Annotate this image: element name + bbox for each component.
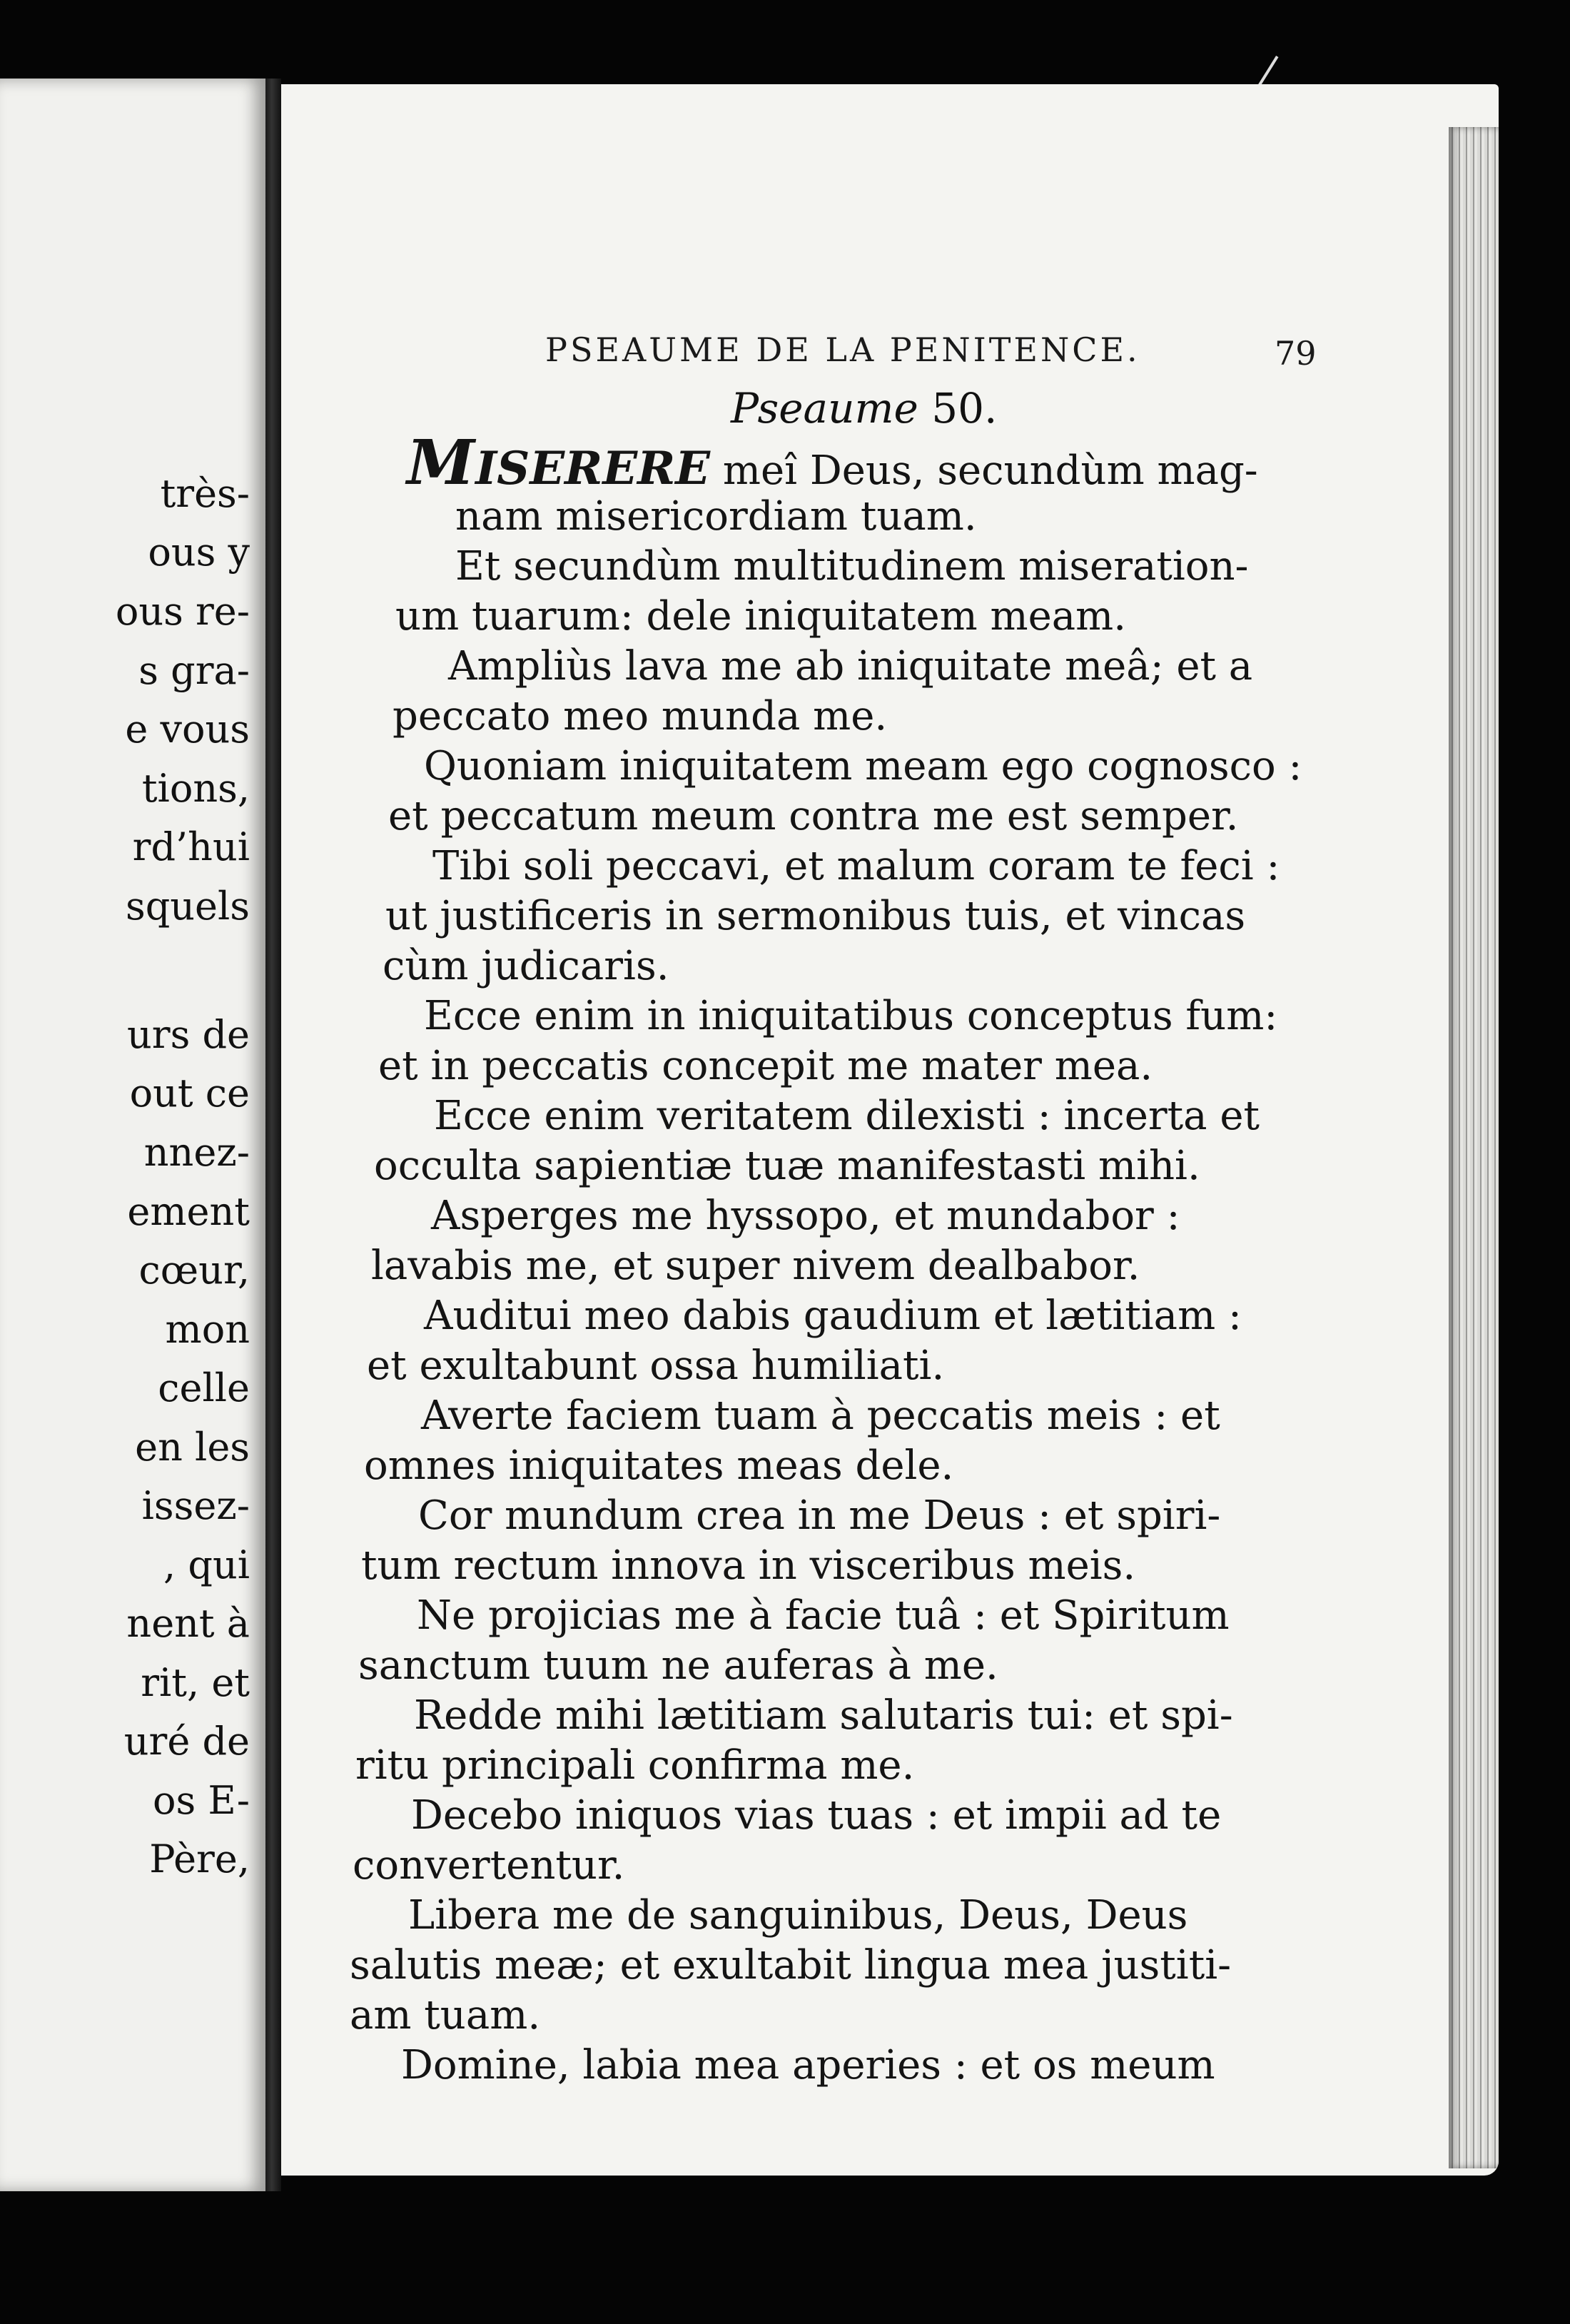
- left-page-line: mon: [165, 1307, 250, 1352]
- page-edge: [1449, 127, 1499, 2168]
- text-line: Quoniam iniquitatem meam ego cognosco :: [424, 743, 1302, 789]
- text-line: ut justificeris in sermonibus tuis, et vincas: [385, 893, 1246, 939]
- drop-cap: M: [407, 427, 476, 499]
- text-line: Asperges me hyssopo, et mundabor :: [431, 1193, 1180, 1239]
- left-page-line: ous re-: [115, 589, 250, 634]
- text-line: Ne projicias me à facie tuâ : et Spiritum: [417, 1592, 1230, 1639]
- text-line: Auditui meo dabis gaudium et lætitiam :: [424, 1293, 1242, 1339]
- incipit: ISERERE: [475, 442, 711, 495]
- text-line: Cor mundum crea in me Deus : et spiri-: [418, 1492, 1221, 1539]
- left-page-line: , qui: [163, 1542, 250, 1587]
- text-line: lavabis me, et super nivem dealbabor.: [371, 1243, 1140, 1289]
- left-page-line: celle: [158, 1365, 250, 1410]
- text-line: Libera me de sanguinibus, Deus, Deus: [408, 1892, 1188, 1939]
- left-page-line: s gra-: [138, 648, 250, 693]
- left-page-line: rd’hui: [132, 824, 250, 869]
- text-line: nam misericordiam tuam.: [455, 493, 977, 540]
- text-line: Tibi soli peccavi, et malum coram te feci :: [432, 843, 1280, 889]
- left-page-line: Père,: [149, 1837, 250, 1881]
- right-page: [281, 84, 1499, 2176]
- text-line: Et secundùm multitudinem miseration-: [455, 543, 1249, 590]
- text-line: et exultabunt ossa humiliati.: [367, 1343, 945, 1389]
- left-page: [0, 79, 265, 2191]
- text-line: peccato meo munda me.: [392, 693, 888, 739]
- book-gutter: [265, 79, 281, 2191]
- text-line: ritu principali confirma me.: [355, 1742, 915, 1789]
- text-line: Averte faciem tuam à peccatis meis : et: [421, 1393, 1220, 1439]
- psalm-title-word: Pseaume: [731, 384, 918, 433]
- text-line: meî Deus, secundùm mag-: [710, 448, 1258, 494]
- running-head: PSEAUME DE LA PENITENCE.: [545, 330, 1140, 369]
- left-page-line: nent à: [126, 1601, 250, 1646]
- left-page-line: tions,: [141, 766, 250, 811]
- psalm-title: [731, 384, 998, 433]
- text-line: Ecce enim in iniquitatibus conceptus fum:: [424, 993, 1278, 1039]
- left-page-line: très-: [160, 471, 250, 516]
- text-line: Decebo iniquos vias tuas : et impii ad te: [411, 1792, 1222, 1839]
- left-page-line: en les: [135, 1425, 250, 1470]
- text-line: et in peccatis concepit me mater mea.: [378, 1043, 1153, 1089]
- left-page-line: e vous: [125, 707, 250, 752]
- text-line: am tuam.: [350, 1992, 541, 2038]
- page-number: 79: [1275, 334, 1317, 373]
- left-page-line: ement: [127, 1189, 250, 1234]
- text-line: convertentur.: [353, 1842, 625, 1889]
- text-line: et peccatum meum contra me est semper.: [388, 793, 1239, 839]
- left-page-line: out ce: [129, 1071, 250, 1116]
- left-page-line: squels: [126, 884, 250, 929]
- text-line: salutis meæ; et exultabit lingua mea justiti-: [350, 1942, 1232, 1989]
- left-page-line: ous y: [148, 530, 250, 575]
- text-line: cùm judicaris.: [383, 943, 669, 989]
- left-page-line: nnez-: [143, 1130, 250, 1175]
- text-line: um tuarum: dele iniquitatem meam.: [395, 593, 1127, 640]
- text-line: Ecce enim veritatem dilexisti : incerta et: [434, 1093, 1260, 1139]
- left-page-line: uré de: [123, 1719, 250, 1764]
- text-line: Redde mihi lætitiam salutaris tui: et spi-: [414, 1692, 1233, 1739]
- left-page-line: urs de: [127, 1012, 250, 1057]
- text-line: Domine, labia mea aperies : et os meum: [401, 2042, 1215, 2088]
- text-line: Ampliùs lava me ab iniquitate meâ; et a: [448, 643, 1253, 689]
- left-page-line: os E-: [152, 1778, 250, 1823]
- text-line: occulta sapientiæ tuæ manifestasti mihi.: [374, 1143, 1200, 1189]
- text-line-first: [407, 427, 1258, 499]
- left-page-line: cœur,: [138, 1248, 250, 1293]
- left-page-line: rit, et: [141, 1660, 250, 1705]
- psalm-title-number: 50.: [931, 384, 998, 433]
- left-page-line: issez-: [141, 1483, 250, 1528]
- text-line: tum rectum innova in visceribus meis.: [361, 1542, 1136, 1589]
- text-line: sanctum tuum ne auferas à me.: [358, 1642, 998, 1689]
- text-line: omnes iniquitates meas dele.: [364, 1443, 954, 1489]
